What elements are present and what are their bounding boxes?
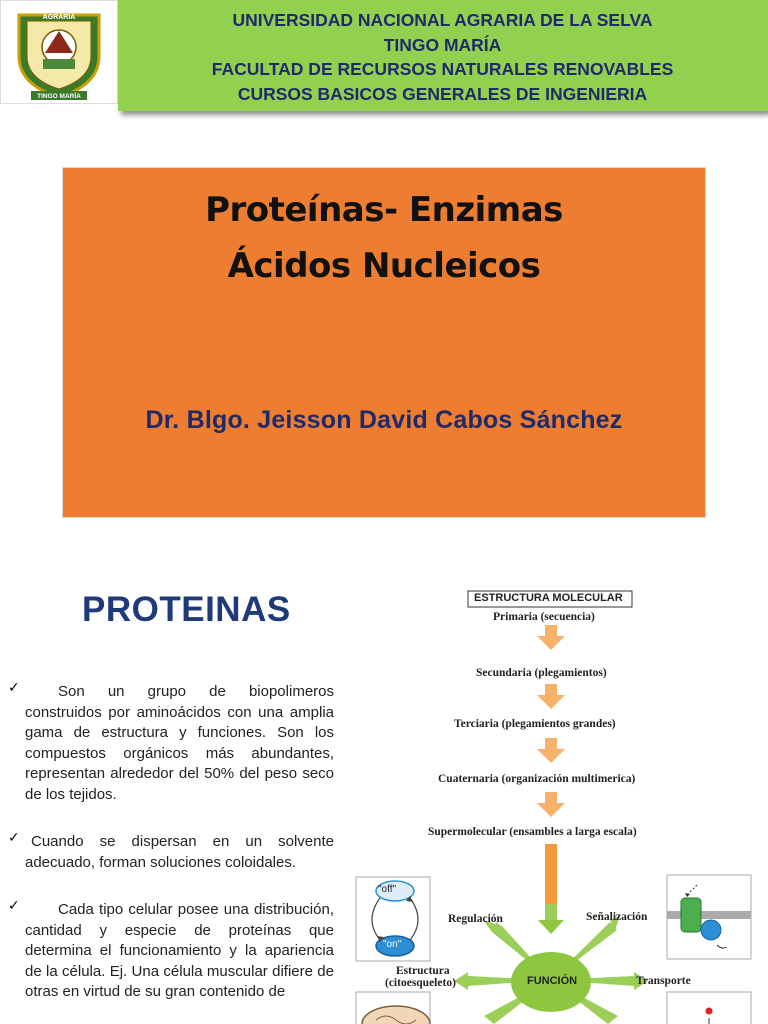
level-supermolecular: Supermolecular (ensambles a larga escala) <box>428 826 637 838</box>
checkmark-icon: ✓ <box>8 898 20 914</box>
level-tertiary: Terciaria (plegamientos grandes) <box>454 718 616 730</box>
switch-off-label: "off" <box>378 884 397 895</box>
logo-bottom-text: TINGO MARÍA <box>37 93 81 100</box>
bullet-3-text: Cada tipo celular posee una distribución, cantidad y especie de proteínas que determina el funcionamiento y la apariencia de la célula. Ej. Una célula muscular difiere de otras en virtud de su gran contenido de <box>25 901 334 1000</box>
function-arrow-head <box>538 920 564 934</box>
bullet-2 <box>8 832 334 873</box>
receptor-shape <box>681 898 701 932</box>
bullet-1-text: Son un grupo de biopolimeros construidos por aminoácidos con una amplia gama de estructura y funciones. Son los compuestos orgánicos más abundantes, representan alrededor del 50% del peso seco de los tejidos. <box>25 683 334 803</box>
university-logo <box>0 0 118 104</box>
function-cytoskeleton: (citoesqueleto) <box>385 977 456 989</box>
header-text <box>120 8 765 106</box>
function-transport: Transporte <box>636 975 691 987</box>
checkmark-icon: ✓ <box>8 680 20 696</box>
protein-structure-diagram <box>352 580 768 1024</box>
function-center-label: FUNCIÓN <box>527 975 578 987</box>
diagram-title: ESTRUCTURA MOLECULAR <box>474 592 623 604</box>
function-regulation: Regulación <box>448 913 503 925</box>
logo-top-text: AGRARIA <box>42 14 76 21</box>
function-arrow-shaft <box>545 844 557 904</box>
level-quaternary: Cuaternaria (organización multimerica) <box>438 773 636 785</box>
section-heading: PROTEINAS <box>82 590 291 629</box>
header-line-courses: CURSOS BASICOS GENERALES DE INGENIERIA <box>237 83 648 104</box>
bullet-3 <box>8 900 334 1003</box>
checkmark-icon: ✓ <box>8 830 20 846</box>
function-structure: Estructura <box>396 965 450 977</box>
title-line-1: Proteínas- Enzimas <box>205 190 563 230</box>
bullet-2-text: Cuando se dispersan en un solvente adecuado, forman soluciones coloidales. <box>25 833 334 871</box>
bullet-1 <box>8 682 334 805</box>
header-line-city: TINGO MARÍA <box>383 34 502 55</box>
signal-protein-shape <box>701 920 721 940</box>
author-name: Dr. Blgo. Jeisson David Cabos Sánchez <box>145 406 623 434</box>
level-secondary: Secundaria (plegamientos) <box>476 667 607 679</box>
header-line-university: UNIVERSIDAD NACIONAL AGRARIA DE LA SELVA <box>232 10 653 30</box>
function-signaling: Señalización <box>586 911 648 923</box>
level-primary: Primaria (secuencia) <box>493 611 595 623</box>
header-line-faculty: FACULTAD DE RECURSOS NATURALES RENOVABLES <box>211 59 674 79</box>
switch-on-label: "on" <box>383 939 402 950</box>
title-line-2: Ácidos Nucleicos <box>227 246 541 286</box>
